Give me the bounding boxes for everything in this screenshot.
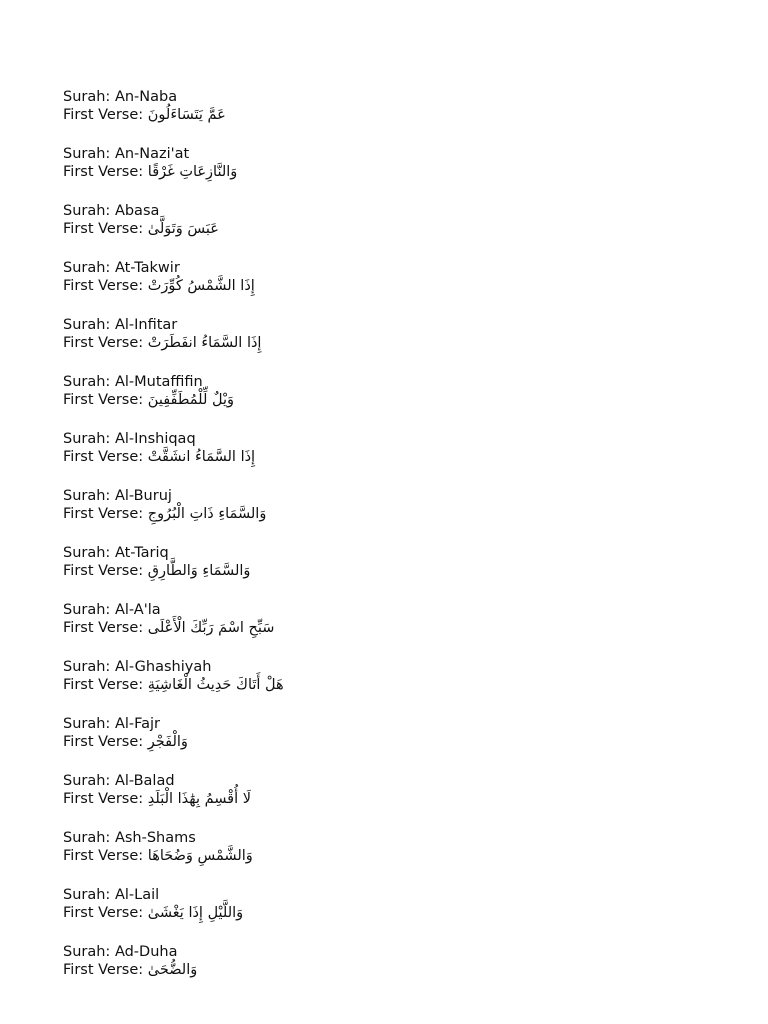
first-verse-text: إِذَا السَّمَاءُ انفَطَرَتْ: [147, 334, 262, 351]
list-item: [63, 773, 743, 830]
verse-label: First Verse:: [63, 106, 148, 123]
surah-line: [63, 716, 743, 734]
surah-line: [63, 89, 743, 107]
surah-label: Surah:: [63, 260, 115, 276]
list-item: [63, 830, 743, 887]
verse-line: [63, 278, 743, 296]
surah-name: Al-A'la: [114, 602, 161, 618]
surah-label: Surah:: [63, 944, 115, 960]
list-item: [63, 887, 743, 944]
list-item: [63, 602, 743, 659]
surah-line: [63, 317, 743, 335]
list-item: [63, 317, 743, 374]
surah-label: Surah:: [63, 374, 115, 390]
surah-line: [63, 488, 743, 506]
surah-name: Al-Lail: [114, 887, 160, 903]
surah-name: Ash-Shams: [114, 830, 196, 846]
verse-label: First Verse:: [63, 676, 148, 693]
surah-name: Ad-Duha: [114, 944, 178, 960]
surah-line: [63, 602, 743, 620]
surah-name: Al-Infitar: [114, 317, 178, 333]
surah-line: [63, 887, 743, 905]
surah-label: Surah:: [63, 716, 115, 732]
surah-label: Surah:: [63, 203, 115, 219]
first-verse-text: إِذَا السَّمَاءُ انشَقَّتْ: [147, 448, 256, 465]
surah-label: Surah:: [63, 431, 115, 447]
surah-name: Abasa: [114, 203, 160, 219]
surah-name: Al-Balad: [114, 773, 175, 789]
verse-line: [63, 392, 743, 410]
list-item: [63, 545, 743, 602]
surah-line: [63, 374, 743, 392]
verse-label: First Verse:: [63, 220, 148, 237]
verse-line: [63, 734, 743, 752]
verse-label: First Verse:: [63, 562, 148, 579]
surah-line: [63, 203, 743, 221]
first-verse-text: وَالسَّمَاءِ ذَاتِ الْبُرُوجِ: [147, 505, 267, 522]
list-item: [63, 203, 743, 260]
surah-name: At-Tariq: [114, 545, 169, 561]
verse-label: First Verse:: [63, 163, 148, 180]
verse-line: [63, 107, 743, 125]
surah-list: [63, 89, 743, 1001]
verse-line: [63, 335, 743, 353]
first-verse-text: وَيْلٌ لِّلْمُطَفِّفِينَ: [147, 391, 234, 408]
surah-name: Al-Ghashiyah: [114, 659, 212, 675]
list-item: [63, 146, 743, 203]
list-item: [63, 260, 743, 317]
verse-line: [63, 791, 743, 809]
verse-line: [63, 620, 743, 638]
surah-name: An-Naba: [114, 89, 178, 105]
surah-line: [63, 431, 743, 449]
surah-line: [63, 545, 743, 563]
surah-name: At-Takwir: [114, 260, 180, 276]
verse-line: [63, 449, 743, 467]
first-verse-text: عَبَسَ وَتَوَلَّىٰ: [147, 220, 219, 237]
surah-name: Al-Buruj: [114, 488, 172, 504]
first-verse-text: وَالضُّحَىٰ: [147, 961, 198, 978]
surah-label: Surah:: [63, 146, 115, 162]
list-item: [63, 944, 743, 1001]
surah-name: Al-Mutaffifin: [114, 374, 203, 390]
verse-label: First Verse:: [63, 790, 148, 807]
first-verse-text: وَالْفَجْرِ: [147, 733, 188, 750]
surah-name: Al-Fajr: [114, 716, 161, 732]
surah-line: [63, 944, 743, 962]
surah-name: Al-Inshiqaq: [114, 431, 196, 447]
first-verse-text: سَبِّحِ اسْمَ رَبِّكَ الْأَعْلَى: [147, 619, 275, 636]
first-verse-text: لَا أُقْسِمُ بِهَٰذَا الْبَلَدِ: [147, 790, 252, 807]
surah-label: Surah:: [63, 488, 115, 504]
surah-label: Surah:: [63, 602, 115, 618]
verse-label: First Verse:: [63, 334, 148, 351]
surah-label: Surah:: [63, 887, 115, 903]
surah-line: [63, 830, 743, 848]
verse-label: First Verse:: [63, 391, 148, 408]
verse-line: [63, 905, 743, 923]
surah-line: [63, 659, 743, 677]
verse-line: [63, 164, 743, 182]
verse-line: [63, 677, 743, 695]
surah-name: An-Nazi'at: [114, 146, 190, 162]
list-item: [63, 89, 743, 146]
surah-line: [63, 260, 743, 278]
verse-label: First Verse:: [63, 505, 148, 522]
verse-label: First Verse:: [63, 277, 148, 294]
verse-line: [63, 506, 743, 524]
list-item: [63, 659, 743, 716]
surah-label: Surah:: [63, 773, 115, 789]
verse-line: [63, 962, 743, 980]
surah-line: [63, 146, 743, 164]
verse-line: [63, 563, 743, 581]
verse-label: First Verse:: [63, 619, 148, 636]
verse-label: First Verse:: [63, 733, 148, 750]
first-verse-text: إِذَا الشَّمْسُ كُوِّرَتْ: [147, 277, 255, 294]
first-verse-text: هَلْ أَتَاكَ حَدِيثُ الْغَاشِيَةِ: [147, 676, 284, 693]
surah-label: Surah:: [63, 659, 115, 675]
list-item: [63, 374, 743, 431]
surah-label: Surah:: [63, 317, 115, 333]
list-item: [63, 431, 743, 488]
verse-label: First Verse:: [63, 904, 148, 921]
surah-line: [63, 773, 743, 791]
first-verse-text: وَالنَّازِعَاتِ غَرْقًا: [147, 163, 238, 180]
verse-line: [63, 848, 743, 866]
surah-label: Surah:: [63, 89, 115, 105]
list-item: [63, 488, 743, 545]
list-item: [63, 716, 743, 773]
first-verse-text: عَمَّ يَتَسَاءَلُونَ: [147, 106, 226, 123]
verse-label: First Verse:: [63, 847, 148, 864]
surah-label: Surah:: [63, 830, 115, 846]
first-verse-text: وَالشَّمْسِ وَضُحَاهَا: [147, 847, 253, 864]
first-verse-text: وَاللَّيْلِ إِذَا يَغْشَىٰ: [147, 904, 244, 921]
first-verse-text: وَالسَّمَاءِ وَالطَّارِقِ: [147, 562, 251, 579]
verse-label: First Verse:: [63, 448, 148, 465]
surah-label: Surah:: [63, 545, 115, 561]
verse-label: First Verse:: [63, 961, 148, 978]
verse-line: [63, 221, 743, 239]
